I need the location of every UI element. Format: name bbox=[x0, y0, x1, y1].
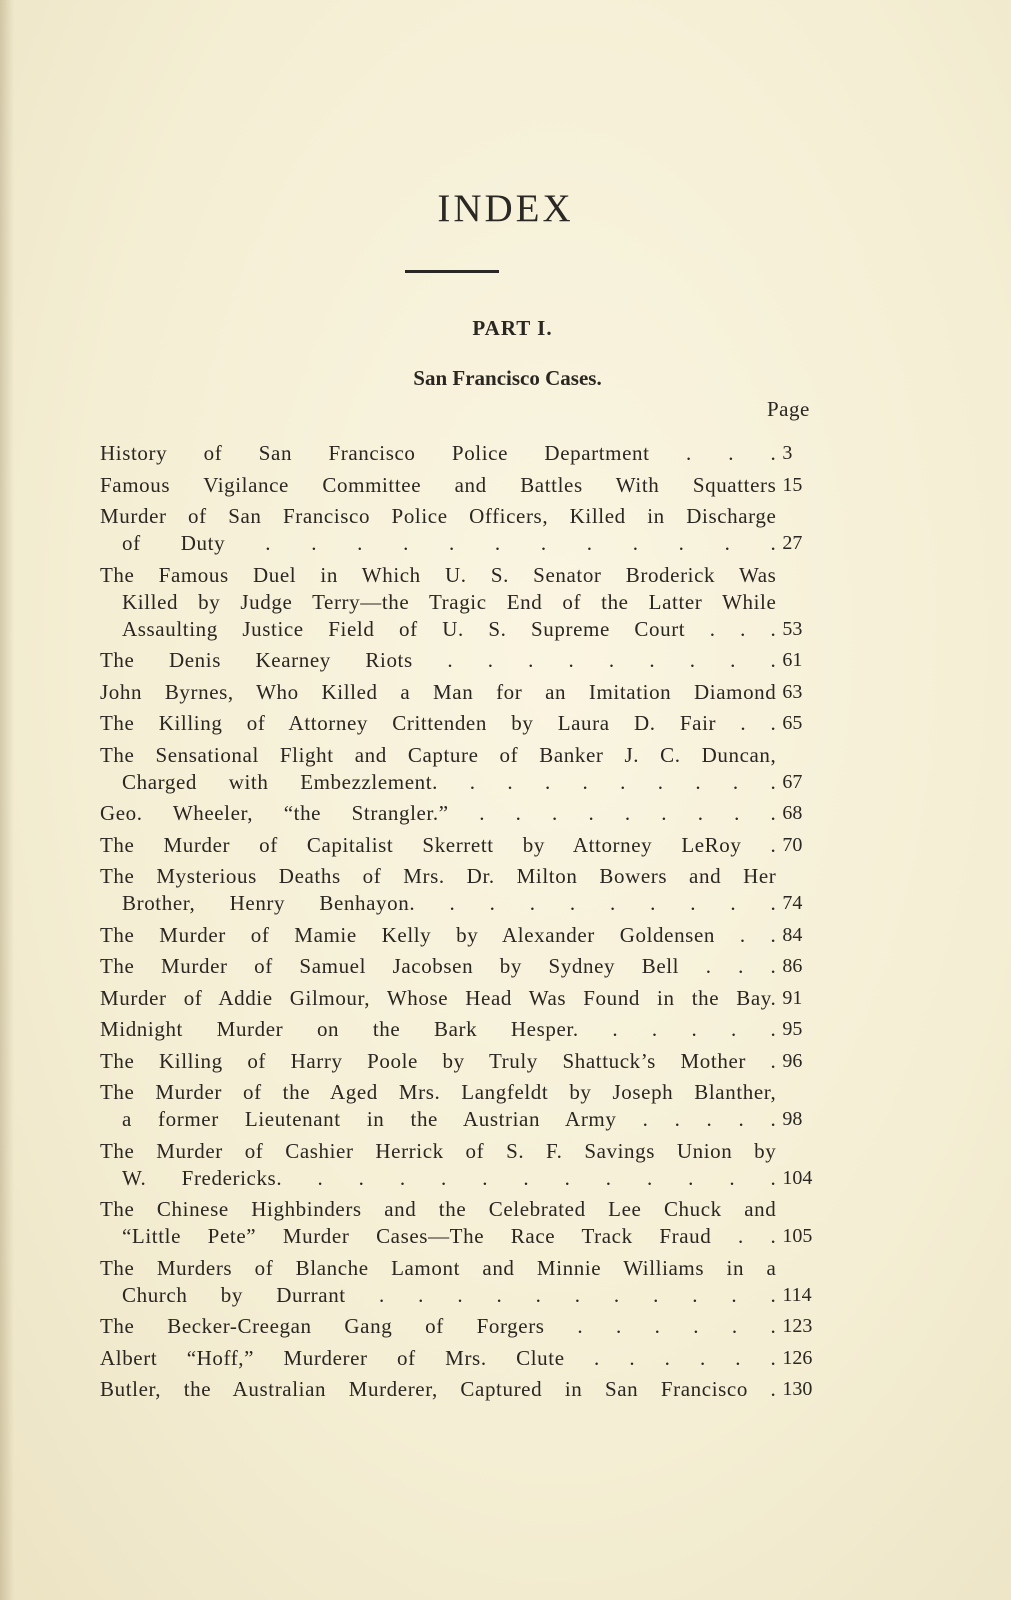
index-entry bbox=[100, 1345, 830, 1372]
index-entry-line: Assaulting Justice Field of U. S. Supreme Court . . . bbox=[122, 616, 777, 641]
index-entry-line: Famous Vigilance Committee and Battles With Squatters bbox=[100, 472, 777, 497]
index-entry-line: W. Fredericks. . . . . . . . . . . . . bbox=[122, 1165, 777, 1190]
index-entry-page-number: 67 bbox=[782, 770, 803, 793]
index-entry bbox=[100, 503, 830, 557]
index-entry-page-number: 27 bbox=[782, 532, 803, 554]
part-heading: PART I. bbox=[472, 316, 553, 340]
index-entry-page-number: 123 bbox=[782, 1315, 813, 1337]
index-entry-line: History of San Francisco Police Department . . . bbox=[100, 441, 777, 465]
index-entry-line: Brother, Henry Benhayon. . . . . . . . . . bbox=[122, 891, 777, 915]
index-entry-line: The Murder of Mamie Kelly by Alexander Goldensen . . bbox=[100, 922, 777, 947]
index-entry bbox=[100, 985, 830, 1012]
index-entry-title bbox=[100, 1048, 776, 1075]
index-entry bbox=[100, 1376, 830, 1403]
index-entry bbox=[100, 1016, 830, 1043]
index-entry-title bbox=[100, 472, 776, 499]
index-entry-title bbox=[100, 1196, 776, 1250]
index-entry-page-number: 3 bbox=[782, 442, 793, 464]
index-entry-page-number: 130 bbox=[782, 1378, 813, 1400]
index-entry-title bbox=[100, 742, 776, 796]
index-entry-title bbox=[100, 679, 776, 706]
page-title: INDEX bbox=[437, 187, 574, 230]
index-entry-line: Geo. Wheeler, “the Strangler.” . . . . . . . . . bbox=[100, 801, 777, 825]
index-entry-line: Murder of Addie Gilmour, Whose Head Was Found in the Bay. bbox=[100, 985, 777, 1010]
index-entry bbox=[100, 1048, 830, 1075]
index-entry-title bbox=[100, 1376, 776, 1403]
index-entry-title bbox=[100, 503, 776, 557]
index-entry bbox=[100, 800, 830, 827]
page-column-heading: Page bbox=[767, 397, 810, 421]
index-entry-line: Church by Durrant . . . . . . . . . . . bbox=[122, 1282, 777, 1307]
index-entry-line: The Denis Kearney Riots . . . . . . . . . bbox=[100, 648, 777, 672]
index-entry-title bbox=[100, 647, 776, 674]
index-entry-line: The Killing of Harry Poole by Truly Shattuck’s Mother . bbox=[100, 1048, 777, 1073]
index-entry-title bbox=[100, 1313, 776, 1340]
index-entry-title bbox=[100, 562, 776, 643]
index-entry-line: Killed by Judge Terry—the Tragic End of the Latter While bbox=[122, 589, 777, 614]
index-entries-list bbox=[100, 440, 830, 1408]
index-entry bbox=[100, 1138, 830, 1192]
index-entry-page-number: 61 bbox=[782, 649, 803, 671]
index-entry-title bbox=[100, 1345, 776, 1372]
index-entry-page-number: 84 bbox=[782, 923, 803, 946]
index-entry-page-number: 104 bbox=[782, 1166, 813, 1189]
index-entry-title bbox=[100, 953, 776, 980]
index-entry bbox=[100, 1079, 830, 1133]
index-entry-line: Butler, the Australian Murderer, Captured in San Francisco . bbox=[100, 1377, 777, 1401]
index-entry-line: The Chinese Highbinders and the Celebrated Lee Chuck and bbox=[100, 1197, 777, 1221]
index-entry-page-number: 65 bbox=[782, 712, 803, 734]
index-entry-line: Charged with Embezzlement. . . . . . . . . . bbox=[122, 769, 777, 794]
index-entry-page-number: 126 bbox=[782, 1346, 813, 1369]
index-entry-line: The Murder of Capitalist Skerrett by Attorney LeRoy . bbox=[100, 832, 777, 857]
index-entry-line: The Mysterious Deaths of Mrs. Dr. Milton Bowers and Her bbox=[100, 864, 777, 888]
index-entry-line: “Little Pete” Murder Cases—The Race Track Fraud . . bbox=[122, 1224, 777, 1248]
title-divider bbox=[405, 270, 499, 273]
index-entry bbox=[100, 832, 830, 859]
section-subtitle: San Francisco Cases. bbox=[413, 366, 602, 390]
index-entry bbox=[100, 953, 830, 980]
index-entry bbox=[100, 863, 830, 917]
index-entry-title bbox=[100, 1255, 776, 1309]
index-entry-line: The Murder of Cashier Herrick of S. F. Savings Union by bbox=[100, 1138, 777, 1163]
page-gutter-shadow bbox=[0, 0, 14, 1600]
index-entry-line: Murder of San Francisco Police Officers, Killed in Discharge bbox=[100, 504, 777, 528]
index-entry-page-number: 95 bbox=[782, 1018, 803, 1040]
index-entry-title bbox=[100, 832, 776, 859]
index-entry bbox=[100, 679, 830, 706]
index-entry bbox=[100, 647, 830, 674]
index-entry-line: of Duty . . . . . . . . . . . . bbox=[122, 531, 777, 555]
index-entry-line: The Murder of the Aged Mrs. Langfeldt by Joseph Blanther, bbox=[100, 1080, 777, 1104]
index-entry-line: Albert “Hoff,” Murderer of Mrs. Clute . . . . . . bbox=[100, 1345, 777, 1370]
index-entry-page-number: 15 bbox=[782, 473, 803, 496]
index-entry-line: John Byrnes, Who Killed a Man for an Imitation Diamond bbox=[100, 679, 777, 704]
index-entry-page-number: 68 bbox=[782, 802, 803, 824]
index-entry-line: The Famous Duel in Which U. S. Senator Broderick Was bbox=[100, 562, 777, 587]
index-entry bbox=[100, 440, 830, 467]
index-entry-title bbox=[100, 1138, 776, 1192]
index-entry-line: The Sensational Flight and Capture of Banker J. C. Duncan, bbox=[100, 742, 777, 767]
index-entry-title bbox=[100, 1016, 776, 1043]
index-entry bbox=[100, 742, 830, 796]
index-entry-line: Midnight Murder on the Bark Hesper. . . . . . bbox=[100, 1017, 777, 1041]
index-entry-title bbox=[100, 800, 776, 827]
index-entry bbox=[100, 922, 830, 949]
index-entry-line: The Killing of Attorney Crittenden by Laura D. Fair . . bbox=[100, 711, 777, 735]
index-entry-page-number: 86 bbox=[782, 955, 803, 977]
index-entry bbox=[100, 562, 830, 643]
index-entry-line: The Becker-Creegan Gang of Forgers . . . . . . bbox=[100, 1314, 777, 1338]
index-entry-page-number: 74 bbox=[782, 892, 803, 914]
index-entry-page-number: 96 bbox=[782, 1049, 803, 1072]
index-entry-title bbox=[100, 922, 776, 949]
index-entry-line: The Murder of Samuel Jacobsen by Sydney Bell . . . bbox=[100, 954, 777, 978]
index-entry-title bbox=[100, 710, 776, 737]
index-entry bbox=[100, 1255, 830, 1309]
index-entry-title bbox=[100, 985, 776, 1012]
index-entry-page-number: 53 bbox=[782, 617, 803, 640]
index-entry-page-number: 105 bbox=[782, 1225, 813, 1247]
index-entry-line: a former Lieutenant in the Austrian Army . . . . . bbox=[122, 1107, 777, 1131]
index-entry bbox=[100, 472, 830, 499]
index-entry-title bbox=[100, 863, 776, 917]
index-entry-page-number: 98 bbox=[782, 1108, 803, 1130]
index-entry-page-number: 63 bbox=[782, 680, 803, 703]
index-entry-title bbox=[100, 440, 776, 467]
index-entry bbox=[100, 1313, 830, 1340]
index-entry-page-number: 91 bbox=[782, 986, 803, 1009]
index-entry-title bbox=[100, 1079, 776, 1133]
index-entry-page-number: 114 bbox=[782, 1283, 812, 1306]
index-entry-page-number: 70 bbox=[782, 833, 803, 856]
index-entry bbox=[100, 710, 830, 737]
index-entry bbox=[100, 1196, 830, 1250]
index-entry-line: The Murders of Blanche Lamont and Minnie Williams in a bbox=[100, 1255, 777, 1280]
